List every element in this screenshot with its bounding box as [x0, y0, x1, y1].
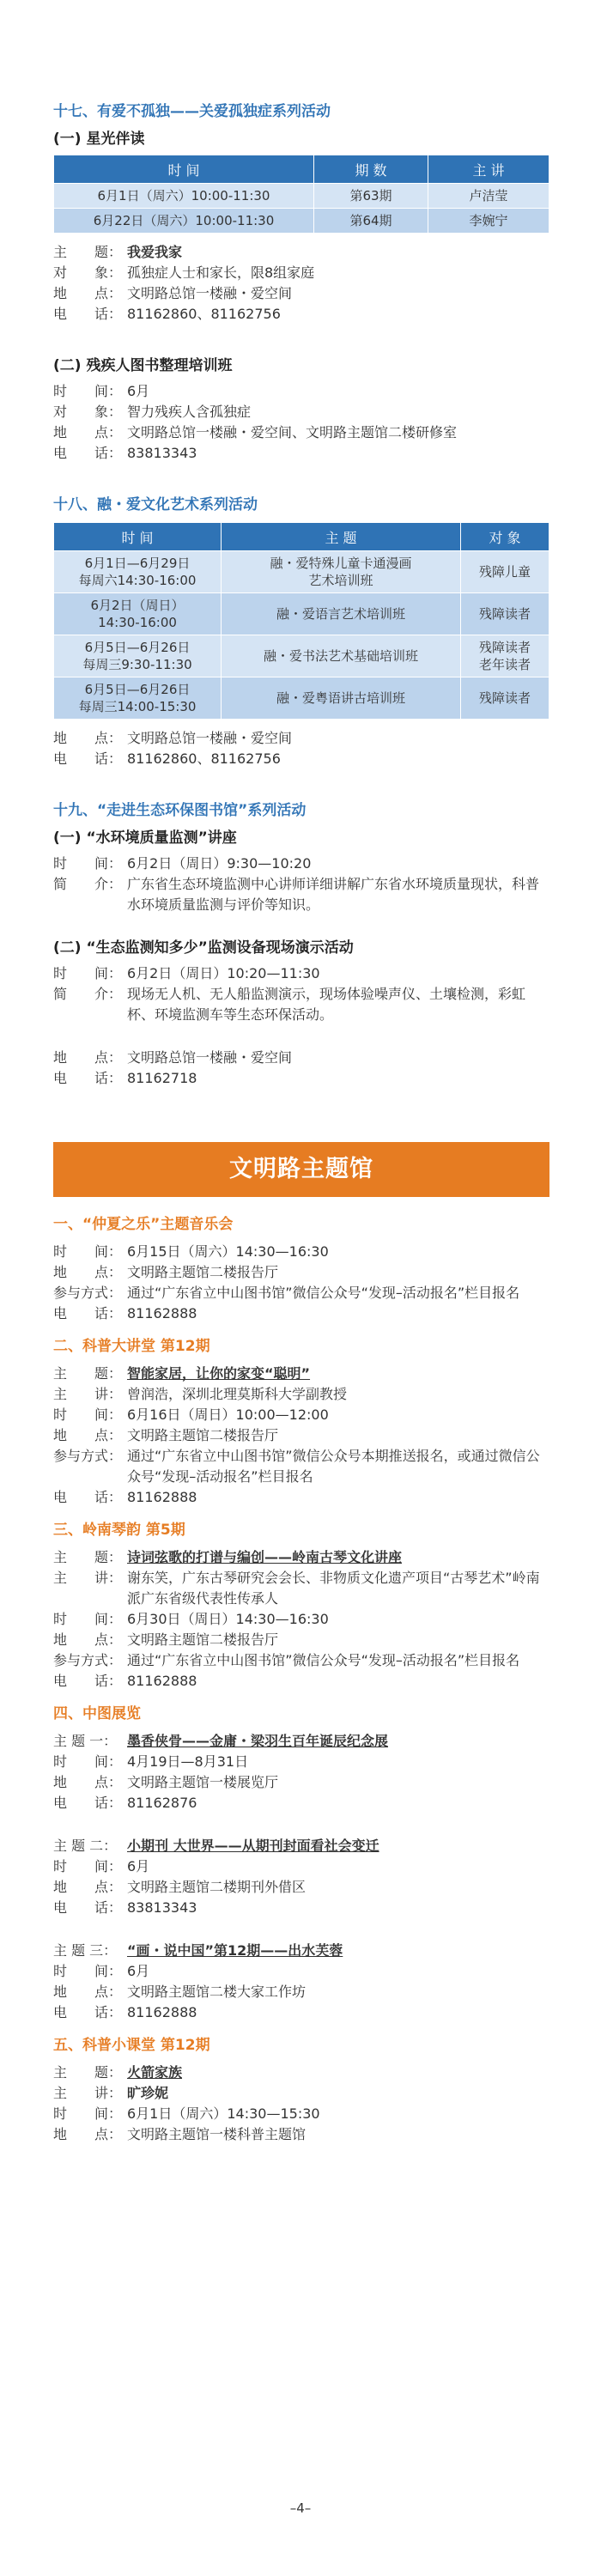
field-phone [53, 1487, 549, 1508]
field-label: 主 题： [53, 2064, 123, 2081]
field-time [53, 2104, 549, 2124]
cell-speaker: 卢洁莹 [428, 184, 549, 209]
field-value: 文明路主题馆一楼展览厅 [127, 1774, 279, 1790]
field-value: 6月30日（周日）14:30—16:30 [127, 1611, 329, 1627]
field-audience [53, 263, 549, 283]
field-label: 地 点： [53, 2126, 123, 2142]
field-label: 地 点： [53, 1631, 123, 1648]
field-topic [53, 242, 549, 263]
field-label: 主 题： [53, 1549, 123, 1565]
field-value: 6月1日（周六）14:30—15:30 [127, 2105, 320, 2122]
field-value: 83813343 [127, 1899, 197, 1916]
field-value: 81162860、81162756 [127, 306, 281, 322]
field-value: 81162888 [127, 1673, 197, 1689]
field-value: 6月2日（周日）9:30—10:20 [127, 855, 312, 872]
field-label: 对 象： [53, 404, 123, 420]
section-17-sub-2-title: (二) 残疾人图书整理培训班 [53, 357, 233, 374]
field-label: 主 讲： [53, 1570, 123, 1586]
field-label: 参与方式： [53, 1285, 123, 1301]
field-location [53, 2124, 549, 2145]
field-label: 电 话： [53, 1070, 123, 1086]
field-label: 主 题 三： [53, 1942, 118, 1959]
field-location [53, 1048, 549, 1068]
field-value: 81162888 [127, 2004, 197, 2020]
field-label: 简 介： [53, 986, 123, 1002]
field-label: 地 点： [53, 1879, 123, 1895]
field-value: 文明路主题馆一楼科普主题馆 [127, 2126, 307, 2142]
field-time [53, 963, 549, 984]
section-17-title: 十七、有爱不孤独——关爱孤独症系列活动 [53, 103, 331, 120]
field-value: 旷珍妮 [127, 2085, 169, 2101]
field-value: 小期刊 大世界——从期刊封面看社会变迁 [127, 1838, 379, 1854]
table-header [54, 523, 549, 551]
field-label: 电 话： [53, 1899, 123, 1916]
venue-section-2-title: 二、科普大讲堂 第12期 [53, 1338, 210, 1355]
field-value: 6月 [127, 1963, 150, 1979]
field-location [53, 1877, 549, 1898]
section-19-sub-1-title: (一) “水环境质量监测”讲座 [53, 829, 237, 847]
field-value: “画・说中国”第12期——出水芙蓉 [127, 1942, 343, 1959]
field-label: 简 介： [53, 876, 123, 892]
field-phone [53, 2002, 549, 2023]
field-topic [53, 1836, 549, 1856]
cell-time: 6月22日（周六）10:00-11:30 [54, 209, 314, 234]
header-time: 时 间 [54, 155, 314, 184]
field-label: 地 点： [53, 285, 123, 301]
field-value: 81162718 [127, 1070, 197, 1086]
field-label: 时 间： [53, 1611, 123, 1627]
field-label: 对 象： [53, 264, 123, 281]
section-19-sub-2-title: (二) “生态监测知多少”监测设备现场演示活动 [53, 939, 354, 957]
field-location [53, 1262, 549, 1283]
field-time [53, 1856, 549, 1877]
field-signup [53, 1283, 549, 1303]
field-label: 主 题： [53, 244, 123, 260]
cell-audience: 残障读者 [461, 593, 549, 635]
field-label: 时 间： [53, 965, 123, 981]
venue-banner: 文明路主题馆 [53, 1142, 549, 1197]
field-time [53, 1405, 549, 1425]
field-value: 通过“广东省立中山图书馆”微信公众号“发现–活动报名”栏目报名 [127, 1285, 520, 1301]
cell-time: 6月2日（周日） 14:30-16:00 [54, 593, 222, 635]
venue-section-5-title: 五、科普小课堂 第12期 [53, 2037, 210, 2054]
field-label: 地 点： [53, 1264, 123, 1280]
field-topic [53, 1547, 549, 1568]
field-label: 电 话： [53, 1673, 123, 1689]
field-time [53, 1609, 549, 1630]
field-value: 6月 [127, 383, 150, 399]
field-value: 文明路主题馆二楼期刊外借区 [127, 1879, 307, 1895]
field-label: 主 讲： [53, 1386, 123, 1402]
field-value: 文明路总馆一楼融・爱空间 [127, 730, 293, 746]
field-label: 时 间： [53, 383, 123, 399]
field-time [53, 854, 549, 874]
field-label: 参与方式： [53, 1652, 123, 1668]
field-label: 电 话： [53, 1305, 123, 1321]
field-label: 电 话： [53, 1489, 123, 1505]
field-label: 电 话： [53, 2004, 123, 2020]
field-value: 81162876 [127, 1795, 197, 1811]
field-location [53, 283, 549, 304]
field-label: 时 间： [53, 2105, 123, 2122]
field-label: 主 讲： [53, 2085, 123, 2101]
field-intro [53, 874, 549, 915]
field-phone [53, 1793, 549, 1814]
field-value: 81162860、81162756 [127, 750, 281, 767]
field-value: 文明路主题馆二楼大家工作坊 [127, 1984, 307, 2000]
field-value: 墨香侠骨——金庸・梁羽生百年诞辰纪念展 [127, 1733, 389, 1749]
table-row [54, 551, 549, 593]
field-value: 广东省生态环境监测中心讲师详细讲解广东省水环境质量现状，科普水环境质量监测与评价等知识。 [127, 876, 540, 913]
field-value: 6月 [127, 1858, 150, 1874]
field-topic [53, 2063, 549, 2083]
field-location [53, 1425, 549, 1446]
table-header [54, 155, 549, 184]
field-label: 电 话： [53, 750, 123, 767]
field-topic [53, 1364, 549, 1384]
schedule-table-18 [53, 522, 549, 720]
cell-issue: 第64期 [314, 209, 428, 234]
field-label: 主 题 二： [53, 1838, 118, 1854]
field-value: 通过“广东省立中山图书馆”微信公众号本期推送报名，或通过微信公众号“发现–活动报名”栏目报名 [127, 1448, 540, 1485]
field-audience [53, 402, 549, 422]
field-value: 6月15日（周六）14:30—16:30 [127, 1243, 329, 1260]
field-value: 6月16日（周日）10:00—12:00 [127, 1406, 329, 1423]
field-label: 时 间： [53, 1753, 123, 1770]
field-phone [53, 1303, 549, 1324]
field-value: 曾润浩，深圳北理莫斯科大学副教授 [127, 1386, 348, 1402]
section-17-sub-1-title: (一) 星光伴读 [53, 131, 145, 148]
table-row [54, 593, 549, 635]
header-time: 时 间 [54, 523, 222, 551]
field-phone [53, 1898, 549, 1918]
venue-section-4-title: 四、中图展览 [53, 1705, 141, 1722]
field-label: 时 间： [53, 855, 123, 872]
field-topic [53, 1941, 549, 1961]
field-phone [53, 1671, 549, 1692]
field-label: 主 题 一： [53, 1733, 118, 1749]
field-label: 时 间： [53, 1243, 123, 1260]
cell-audience: 残障儿童 [461, 551, 549, 593]
field-label: 主 题： [53, 1365, 123, 1382]
field-location [53, 1630, 549, 1650]
header-audience: 对 象 [461, 523, 549, 551]
field-value: 文明路主题馆二楼报告厅 [127, 1264, 279, 1280]
field-value: 诗词弦歌的打谱与编创——岭南古琴文化讲座 [127, 1549, 403, 1565]
content [53, 101, 549, 2145]
field-label: 地 点： [53, 1427, 123, 1443]
field-phone [53, 749, 549, 769]
field-value: 文明路总馆一楼融・爱空间 [127, 1049, 293, 1066]
cell-issue: 第63期 [314, 184, 428, 209]
field-label: 地 点： [53, 1984, 123, 2000]
field-value: 83813343 [127, 445, 197, 461]
field-value: 我爱我家 [127, 244, 183, 260]
field-value: 文明路主题馆二楼报告厅 [127, 1427, 279, 1443]
field-location [53, 728, 549, 749]
cell-time: 6月1日—6月29日 每周六14:30-16:00 [54, 551, 222, 593]
field-value: 4月19日—8月31日 [127, 1753, 249, 1770]
field-value: 文明路总馆一楼融・爱空间 [127, 285, 293, 301]
header-speaker: 主 讲 [428, 155, 549, 184]
cell-speaker: 李婉宁 [428, 209, 549, 234]
venue-section-3-title: 三、岭南琴韵 第5期 [53, 1522, 185, 1539]
field-phone [53, 1068, 549, 1089]
field-speaker [53, 1384, 549, 1405]
cell-audience: 残障读者 [461, 677, 549, 720]
field-value: 现场无人机、无人船监测演示，现场体验噪声仪、土壤检测，彩虹杯、环境监测车等生态环保活动。 [127, 986, 526, 1023]
field-value: 81162888 [127, 1489, 197, 1505]
field-label: 时 间： [53, 1963, 123, 1979]
field-time [53, 1242, 549, 1262]
header-topic: 主 题 [222, 523, 461, 551]
field-time [53, 381, 549, 402]
schedule-table-17 [53, 155, 549, 234]
field-label: 地 点： [53, 730, 123, 746]
field-topic [53, 1731, 549, 1752]
field-value: 火箭家族 [127, 2064, 183, 2081]
field-time [53, 1752, 549, 1772]
field-signup [53, 1446, 549, 1487]
field-location [53, 422, 549, 443]
field-phone [53, 304, 549, 325]
field-location [53, 1772, 549, 1793]
venue-section-1-title: 一、“仲夏之乐”主题音乐会 [53, 1216, 234, 1233]
cell-topic: 融・爱书法艺术基础培训班 [222, 635, 461, 677]
cell-audience: 残障读者 老年读者 [461, 635, 549, 677]
field-label: 时 间： [53, 1858, 123, 1874]
header-issue: 期 数 [314, 155, 428, 184]
field-value: 6月2日（周日）10:20—11:30 [127, 965, 320, 981]
field-label: 电 话： [53, 445, 123, 461]
field-label: 电 话： [53, 306, 123, 322]
cell-time: 6月5日—6月26日 每周三14:00-15:30 [54, 677, 222, 720]
field-value: 智力残疾人含孤独症 [127, 404, 252, 420]
field-label: 时 间： [53, 1406, 123, 1423]
field-value: 谢东笑，广东古琴研究会会长、非物质文化遗产项目“古琴艺术”岭南派广东省级代表性传承人 [127, 1570, 540, 1607]
field-label: 电 话： [53, 1795, 123, 1811]
field-value: 孤独症人士和家长，限8组家庭 [127, 264, 315, 281]
section-18-title: 十八、融・爱文化艺术系列活动 [53, 496, 258, 513]
field-speaker [53, 1568, 549, 1609]
cell-topic: 融・爱特殊儿童卡通漫画 艺术培训班 [222, 551, 461, 593]
cell-topic: 融・爱语言艺术培训班 [222, 593, 461, 635]
page-number: –4– [289, 2500, 312, 2516]
cell-topic: 融・爱粤语讲古培训班 [222, 677, 461, 720]
field-value: 文明路主题馆二楼报告厅 [127, 1631, 279, 1648]
field-label: 地 点： [53, 1049, 123, 1066]
cell-time: 6月5日—6月26日 每周三9:30-11:30 [54, 635, 222, 677]
section-19-title: 十九、“走进生态环保图书馆”系列活动 [53, 802, 307, 819]
field-value: 通过“广东省立中山图书馆”微信公众号“发现–活动报名”栏目报名 [127, 1652, 520, 1668]
table-row [54, 635, 549, 677]
field-label: 参与方式： [53, 1448, 123, 1464]
field-time [53, 1961, 549, 1982]
field-signup [53, 1650, 549, 1671]
field-value: 文明路总馆一楼融・爱空间、文明路主题馆二楼研修室 [127, 424, 458, 440]
table-row [54, 677, 549, 720]
table-row [54, 209, 549, 234]
field-phone [53, 443, 549, 464]
table-row [54, 184, 549, 209]
field-label: 地 点： [53, 424, 123, 440]
cell-time: 6月1日（周六）10:00-11:30 [54, 184, 314, 209]
field-value: 81162888 [127, 1305, 197, 1321]
field-speaker [53, 2083, 549, 2104]
field-location [53, 1982, 549, 2002]
field-value: 智能家居，让你的家变“聪明” [127, 1365, 311, 1382]
field-intro [53, 984, 549, 1025]
field-label: 地 点： [53, 1774, 123, 1790]
